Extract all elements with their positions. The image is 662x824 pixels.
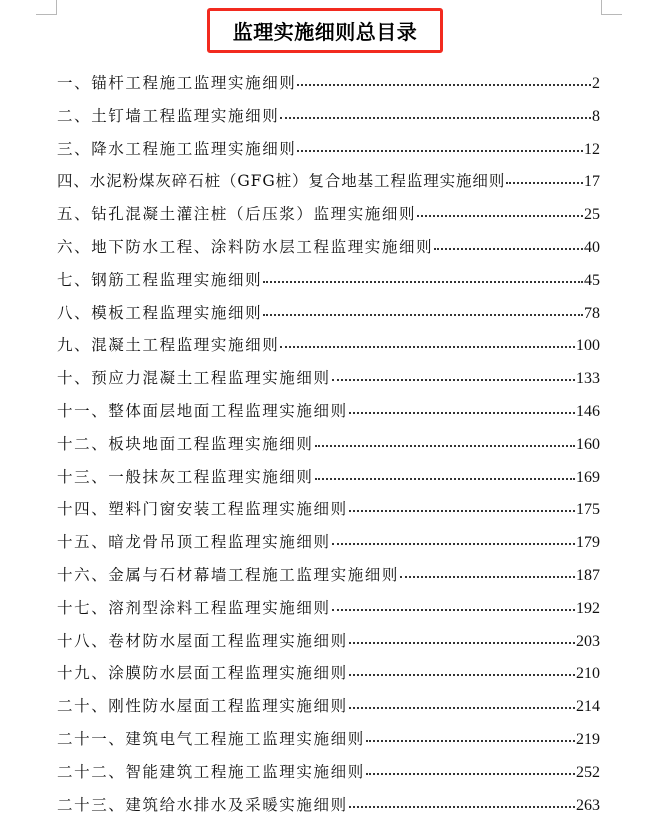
page-title: 监理实施细则总目录 xyxy=(232,20,418,44)
toc-entry-title: 十八、卷材防水屋面工程监理实施细则 xyxy=(57,631,348,650)
toc-entry-page: 40 xyxy=(584,238,600,256)
toc-entry-title: 十五、暗龙骨吊顶工程监理实施细则 xyxy=(57,533,331,552)
toc-entry-title: 十九、涂膜防水层面工程监理实施细则 xyxy=(57,664,348,683)
dot-leader xyxy=(297,149,583,152)
toc-entry-title: 七、钢筋工程监理实施细则 xyxy=(57,270,263,289)
toc-entry[interactable] xyxy=(57,231,600,264)
toc-entry[interactable] xyxy=(57,657,600,690)
toc-entry[interactable] xyxy=(57,100,600,133)
toc-entry[interactable] xyxy=(57,723,600,756)
toc-entry[interactable] xyxy=(57,165,600,198)
toc-entry-page: 263 xyxy=(576,796,600,814)
toc-entry-title: 五、钻孔混凝土灌注桩（后压浆）监理实施细则 xyxy=(57,205,417,224)
dot-leader xyxy=(366,772,575,775)
toc-entry-page: 187 xyxy=(576,566,600,584)
toc-entry-title: 十六、金属与石材幕墙工程施工监理实施细则 xyxy=(57,565,400,584)
toc-entry-page: 133 xyxy=(576,370,600,388)
toc-entry-page: 179 xyxy=(576,534,600,552)
dot-leader xyxy=(280,345,575,348)
table-of-contents xyxy=(57,67,600,821)
dot-leader xyxy=(349,805,575,808)
dot-leader xyxy=(263,313,583,316)
toc-entry-title: 二、土钉墙工程监理实施细则 xyxy=(57,106,280,125)
toc-entry-title: 四、水泥粉煤灰碎石桩（GFG桩）复合地基工程监理实施细则 xyxy=(57,172,506,191)
dot-leader xyxy=(349,509,575,512)
dot-leader xyxy=(434,247,583,250)
toc-entry-page: 203 xyxy=(576,632,600,650)
toc-entry-title: 十二、板块地面工程监理实施细则 xyxy=(57,434,314,453)
toc-entry-page: 219 xyxy=(576,730,600,748)
dot-leader xyxy=(366,739,575,742)
toc-entry-title: 二十一、建筑电气工程施工监理实施细则 xyxy=(57,729,365,748)
toc-entry[interactable] xyxy=(57,461,600,494)
toc-entry-title: 二十二、智能建筑工程施工监理实施细则 xyxy=(57,762,365,781)
toc-entry-page: 78 xyxy=(584,304,600,322)
toc-entry-title: 六、地下防水工程、涂料防水层工程监理实施细则 xyxy=(57,237,434,256)
toc-entry[interactable] xyxy=(57,690,600,723)
toc-entry-page: 169 xyxy=(576,468,600,486)
toc-entry[interactable] xyxy=(57,133,600,166)
dot-leader xyxy=(349,641,575,644)
toc-entry[interactable] xyxy=(57,559,600,592)
toc-entry-page: 12 xyxy=(584,140,600,158)
title-highlight-box xyxy=(207,8,443,53)
dot-leader xyxy=(349,411,575,414)
toc-entry-title: 十、预应力混凝土工程监理实施细则 xyxy=(57,369,331,388)
toc-entry-page: 252 xyxy=(576,763,600,781)
toc-entry-page: 175 xyxy=(576,501,600,519)
toc-entry-page: 45 xyxy=(584,271,600,289)
dot-leader xyxy=(332,542,575,545)
toc-entry[interactable] xyxy=(57,625,600,658)
toc-entry-title: 二十三、建筑给水排水及采暖实施细则 xyxy=(57,795,348,814)
toc-entry-page: 146 xyxy=(576,402,600,420)
toc-entry[interactable] xyxy=(57,428,600,461)
dot-leader xyxy=(400,575,575,578)
dot-leader xyxy=(315,477,575,480)
dot-leader xyxy=(332,378,575,381)
dot-leader xyxy=(315,444,575,447)
dot-leader xyxy=(417,214,583,217)
toc-entry-title: 二十、刚性防水屋面工程监理实施细则 xyxy=(57,697,348,716)
toc-entry[interactable] xyxy=(57,264,600,297)
toc-entry-page: 8 xyxy=(592,107,600,125)
toc-entry-title: 九、混凝土工程监理实施细则 xyxy=(57,336,280,355)
toc-entry[interactable] xyxy=(57,67,600,100)
toc-entry-title: 十三、一般抹灰工程监理实施细则 xyxy=(57,467,314,486)
toc-entry-page: 192 xyxy=(576,599,600,617)
toc-entry[interactable] xyxy=(57,362,600,395)
toc-entry[interactable] xyxy=(57,789,600,822)
toc-entry[interactable] xyxy=(57,395,600,428)
dot-leader xyxy=(263,280,583,283)
toc-entry[interactable] xyxy=(57,198,600,231)
toc-entry-page: 2 xyxy=(592,75,600,92)
dot-leader xyxy=(297,83,591,86)
page-corner-mark-left xyxy=(36,0,57,15)
toc-entry[interactable] xyxy=(57,493,600,526)
toc-entry-title: 八、模板工程监理实施细则 xyxy=(57,303,263,322)
toc-entry-title: 三、降水工程施工监理实施细则 xyxy=(57,139,297,158)
toc-entry[interactable] xyxy=(57,297,600,330)
toc-entry[interactable] xyxy=(57,329,600,362)
toc-entry-title: 一、锚杆工程施工监理实施细则 xyxy=(57,74,297,92)
toc-entry[interactable] xyxy=(57,756,600,789)
toc-entry-page: 25 xyxy=(584,206,600,224)
dot-leader xyxy=(280,116,591,119)
toc-entry[interactable] xyxy=(57,592,600,625)
toc-entry-title: 十四、塑料门窗安装工程监理实施细则 xyxy=(57,500,348,519)
page-corner-mark-right xyxy=(601,0,622,15)
toc-entry-page: 100 xyxy=(576,337,600,355)
toc-entry-page: 17 xyxy=(584,173,600,191)
toc-entry-page: 210 xyxy=(576,665,600,683)
toc-entry-title: 十一、整体面层地面工程监理实施细则 xyxy=(57,401,348,420)
toc-entry-page: 214 xyxy=(576,698,600,716)
dot-leader xyxy=(349,706,575,709)
dot-leader xyxy=(332,608,575,611)
toc-entry-title: 十七、溶剂型涂料工程监理实施细则 xyxy=(57,598,331,617)
toc-entry-page: 160 xyxy=(576,435,600,453)
dot-leader xyxy=(349,673,575,676)
toc-entry[interactable] xyxy=(57,526,600,559)
dot-leader xyxy=(506,181,583,184)
